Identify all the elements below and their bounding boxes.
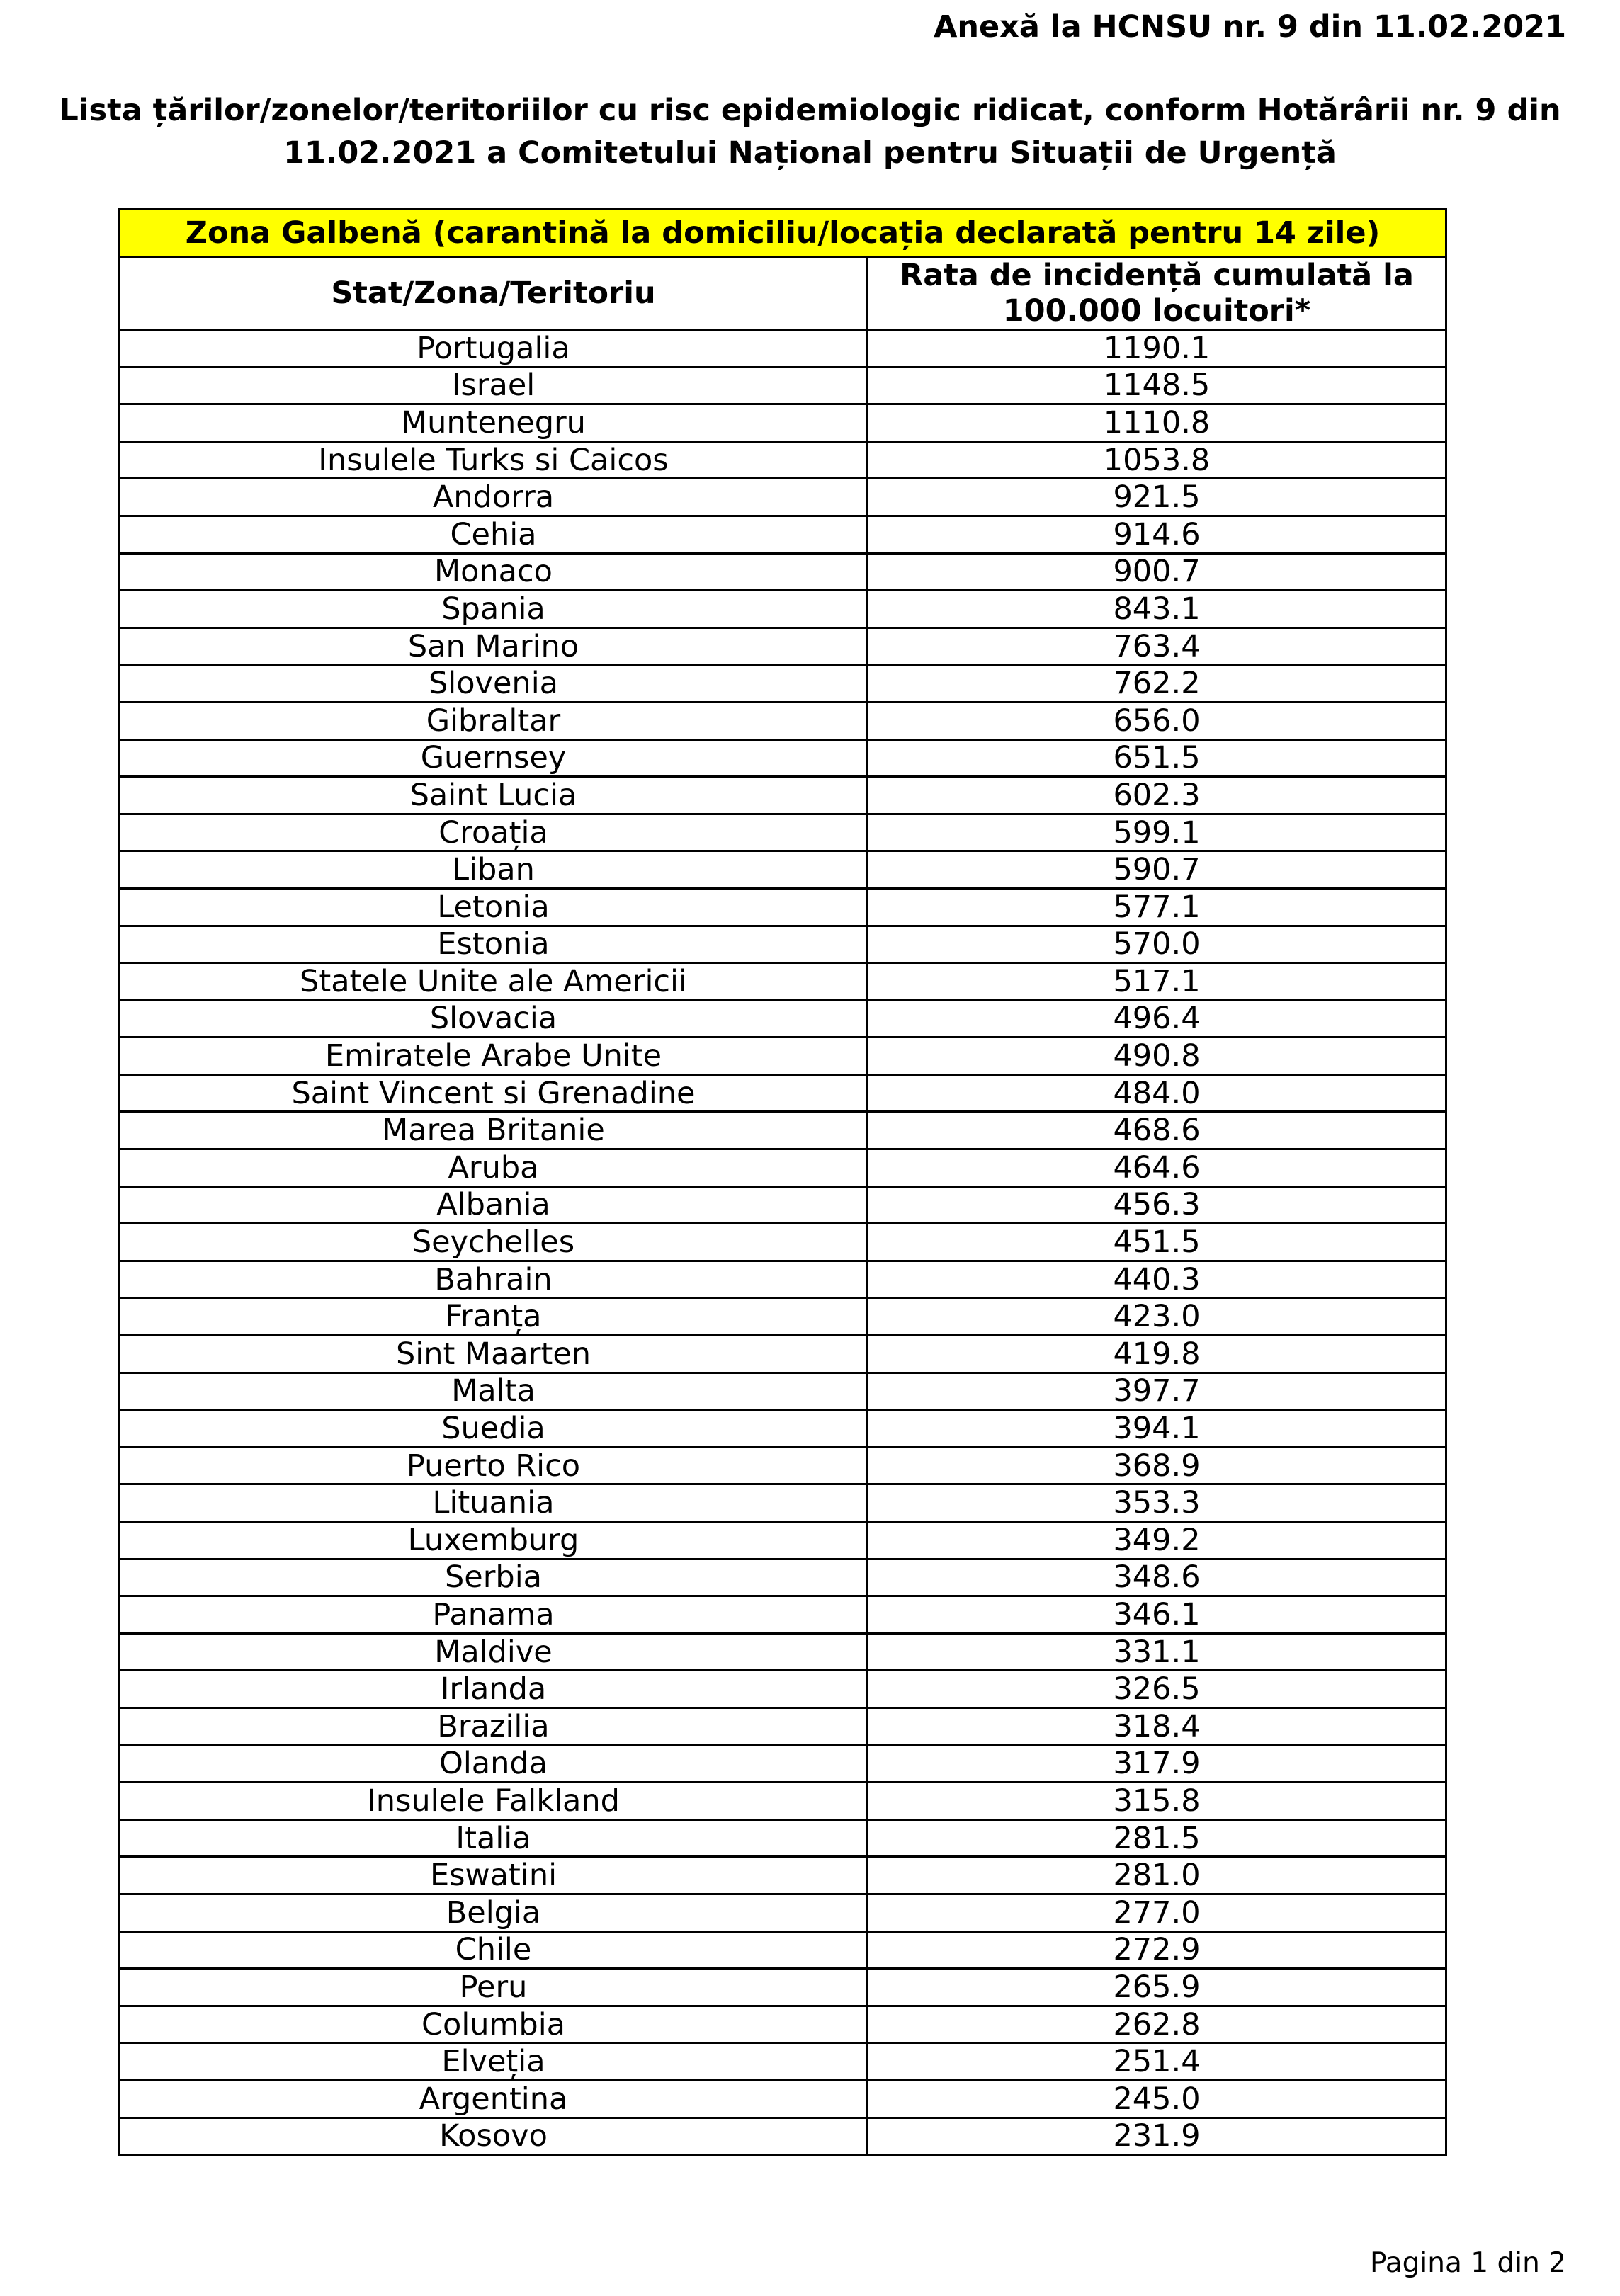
table-row: [120, 1559, 1446, 1596]
country-cell: Columbia: [120, 2006, 868, 2043]
yellow-zone-table: [118, 208, 1447, 2156]
table-row: [120, 1633, 1446, 1671]
incidence-rate-header-line-2: 100.000 locuitori*: [1002, 293, 1311, 329]
table-row: [120, 1074, 1446, 1112]
country-cell: Muntenegru: [120, 404, 868, 442]
incidence-rate-cell: 1110.8: [868, 404, 1446, 442]
country-cell: Letonia: [120, 888, 868, 926]
table-row: [120, 1969, 1446, 2006]
incidence-rate-cell: 353.3: [868, 1484, 1446, 1522]
table-row: [120, 1857, 1446, 1894]
incidence-rate-cell: 468.6: [868, 1112, 1446, 1149]
incidence-rate-cell: 1053.8: [868, 441, 1446, 479]
table-row: [120, 1298, 1446, 1336]
document-title: [0, 89, 1620, 174]
country-cell: Lituania: [120, 1484, 868, 1522]
table-row: [120, 1261, 1446, 1298]
country-cell: Marea Britanie: [120, 1112, 868, 1149]
incidence-rate-cell: 921.5: [868, 479, 1446, 516]
incidence-rate-cell: 456.3: [868, 1186, 1446, 1224]
country-cell: Italia: [120, 1819, 868, 1857]
country-cell: Franța: [120, 1298, 868, 1336]
table-row: [120, 1819, 1446, 1857]
country-cell: Puerto Rico: [120, 1447, 868, 1484]
incidence-rate-cell: 245.0: [868, 2080, 1446, 2118]
country-cell: Insulele Falkland: [120, 1783, 868, 1820]
country-cell: Aruba: [120, 1149, 868, 1187]
country-cell: Saint Lucia: [120, 777, 868, 814]
country-cell: Croația: [120, 814, 868, 851]
country-cell: Andorra: [120, 479, 868, 516]
table-row: [120, 1894, 1446, 1931]
country-cell: Peru: [120, 1969, 868, 2006]
country-cell: Slovacia: [120, 1000, 868, 1038]
annex-reference: Anexă la HCNSU nr. 9 din 11.02.2021: [934, 9, 1566, 45]
country-cell: Estonia: [120, 926, 868, 963]
incidence-rate-cell: 331.1: [868, 1633, 1446, 1671]
incidence-rate-cell: 419.8: [868, 1336, 1446, 1373]
table-row: [120, 814, 1446, 851]
table-row: [120, 1484, 1446, 1522]
incidence-rate-cell: 914.6: [868, 516, 1446, 553]
table-row: [120, 591, 1446, 628]
yellow-zone-header: Zona Galbenă (carantină la domiciliu/locația declarată pentru 14 zile): [120, 209, 1446, 257]
table-row: [120, 1931, 1446, 1969]
country-column-header: Stat/Zona/Teritoriu: [120, 257, 868, 330]
country-cell: Malta: [120, 1373, 868, 1410]
table-row: [120, 1373, 1446, 1410]
country-cell: Albania: [120, 1186, 868, 1224]
table-row: [120, 888, 1446, 926]
country-cell: Insulele Turks si Caicos: [120, 441, 868, 479]
table-row: [120, 1149, 1446, 1187]
incidence-rate-cell: 346.1: [868, 1596, 1446, 1634]
country-cell: Israel: [120, 367, 868, 404]
country-cell: Eswatini: [120, 1857, 868, 1894]
incidence-rate-cell: 1148.5: [868, 367, 1446, 404]
country-cell: Serbia: [120, 1559, 868, 1596]
country-cell: Luxemburg: [120, 1522, 868, 1559]
table-row: [120, 2080, 1446, 2118]
incidence-rate-cell: 517.1: [868, 963, 1446, 1001]
country-cell: Bahrain: [120, 1261, 868, 1298]
country-cell: Irlanda: [120, 1671, 868, 1708]
table-row: [120, 479, 1446, 516]
table-row: [120, 441, 1446, 479]
incidence-rate-cell: 317.9: [868, 1745, 1446, 1783]
table-row: [120, 1224, 1446, 1261]
country-cell: Sint Maarten: [120, 1336, 868, 1373]
country-cell: Argentina: [120, 2080, 868, 2118]
incidence-rate-cell: 281.0: [868, 1857, 1446, 1894]
incidence-rate-cell: 570.0: [868, 926, 1446, 963]
incidence-rate-cell: 577.1: [868, 888, 1446, 926]
country-cell: Liban: [120, 851, 868, 889]
country-cell: Guernsey: [120, 739, 868, 777]
incidence-rate-cell: 394.1: [868, 1410, 1446, 1448]
table-row: [120, 777, 1446, 814]
incidence-rate-cell: 656.0: [868, 702, 1446, 739]
table-row: [120, 367, 1446, 404]
incidence-rate-cell: 277.0: [868, 1894, 1446, 1931]
incidence-rate-cell: 318.4: [868, 1707, 1446, 1745]
country-cell: Spania: [120, 591, 868, 628]
incidence-rate-cell: 315.8: [868, 1783, 1446, 1820]
country-cell: Seychelles: [120, 1224, 868, 1261]
table-row: [120, 926, 1446, 963]
table-row: [120, 2118, 1446, 2155]
page-number: Pagina 1 din 2: [1370, 2247, 1566, 2279]
zone-header-row: [120, 209, 1446, 257]
table-row: [120, 665, 1446, 703]
table-row: [120, 553, 1446, 591]
table-row: [120, 1745, 1446, 1783]
incidence-rate-cell: 464.6: [868, 1149, 1446, 1187]
country-cell: Elveția: [120, 2043, 868, 2081]
incidence-rate-cell: 440.3: [868, 1261, 1446, 1298]
incidence-rate-cell: 265.9: [868, 1969, 1446, 2006]
incidence-rate-cell: 762.2: [868, 665, 1446, 703]
country-cell: Saint Vincent si Grenadine: [120, 1074, 868, 1112]
incidence-rate-cell: 262.8: [868, 2006, 1446, 2043]
table-row: [120, 404, 1446, 442]
incidence-rate-cell: 599.1: [868, 814, 1446, 851]
incidence-rate-header-line-1: Rata de incidență cumulată la: [900, 258, 1414, 293]
incidence-rate-cell: 326.5: [868, 1671, 1446, 1708]
country-cell: Emiratele Arabe Unite: [120, 1038, 868, 1075]
country-cell: Chile: [120, 1931, 868, 1969]
table-row: [120, 1410, 1446, 1448]
table-row: [120, 739, 1446, 777]
incidence-rate-cell: 231.9: [868, 2118, 1446, 2155]
country-cell: Belgia: [120, 1894, 868, 1931]
incidence-rate-cell: 763.4: [868, 627, 1446, 665]
table-row: [120, 1112, 1446, 1149]
country-cell: Olanda: [120, 1745, 868, 1783]
incidence-rate-cell: 272.9: [868, 1931, 1446, 1969]
incidence-rate-cell: 423.0: [868, 1298, 1446, 1336]
table-row: [120, 2006, 1446, 2043]
column-header-row: [120, 257, 1446, 330]
incidence-rate-cell: 397.7: [868, 1373, 1446, 1410]
table-row: [120, 1707, 1446, 1745]
country-cell: Cehia: [120, 516, 868, 553]
country-cell: Monaco: [120, 553, 868, 591]
table-row: [120, 1596, 1446, 1634]
incidence-rate-cell: 843.1: [868, 591, 1446, 628]
incidence-rate-cell: 496.4: [868, 1000, 1446, 1038]
incidence-rate-cell: 590.7: [868, 851, 1446, 889]
table-row: [120, 851, 1446, 889]
incidence-rate-cell: 602.3: [868, 777, 1446, 814]
table-row: [120, 627, 1446, 665]
country-cell: Statele Unite ale Americii: [120, 963, 868, 1001]
incidence-rate-cell: 900.7: [868, 553, 1446, 591]
table-row: [120, 516, 1446, 553]
table-row: [120, 963, 1446, 1001]
country-cell: Kosovo: [120, 2118, 868, 2155]
incidence-rate-cell: 484.0: [868, 1074, 1446, 1112]
table-row: [120, 1447, 1446, 1484]
country-cell: Brazilia: [120, 1707, 868, 1745]
country-cell: Slovenia: [120, 665, 868, 703]
incidence-rate-cell: 251.4: [868, 2043, 1446, 2081]
incidence-rate-column-header: [868, 257, 1446, 330]
table-body: [120, 330, 1446, 2155]
table-row: [120, 1522, 1446, 1559]
incidence-rate-cell: 281.5: [868, 1819, 1446, 1857]
table-row: [120, 1000, 1446, 1038]
table-row: [120, 1038, 1446, 1075]
incidence-rate-cell: 1190.1: [868, 330, 1446, 368]
incidence-rate-cell: 490.8: [868, 1038, 1446, 1075]
table-row: [120, 330, 1446, 368]
table-row: [120, 702, 1446, 739]
table-row: [120, 1671, 1446, 1708]
country-cell: Panama: [120, 1596, 868, 1634]
incidence-rate-cell: 349.2: [868, 1522, 1446, 1559]
table-row: [120, 1336, 1446, 1373]
incidence-rate-cell: 368.9: [868, 1447, 1446, 1484]
incidence-rate-cell: 451.5: [868, 1224, 1446, 1261]
country-cell: Gibraltar: [120, 702, 868, 739]
incidence-rate-cell: 651.5: [868, 739, 1446, 777]
country-cell: San Marino: [120, 627, 868, 665]
country-cell: Suedia: [120, 1410, 868, 1448]
table-row: [120, 1783, 1446, 1820]
table-row: [120, 2043, 1446, 2081]
country-cell: Maldive: [120, 1633, 868, 1671]
table-row: [120, 1186, 1446, 1224]
incidence-rate-cell: 348.6: [868, 1559, 1446, 1596]
document-title-line-1: Lista țărilor/zonelor/teritoriilor cu risc epidemiologic ridicat, conform Hotărârii nr. 9 din: [59, 93, 1561, 128]
document-title-line-2: 11.02.2021 a Comitetului Național pentru Situații de Urgență: [283, 135, 1337, 171]
country-cell: Portugalia: [120, 330, 868, 368]
